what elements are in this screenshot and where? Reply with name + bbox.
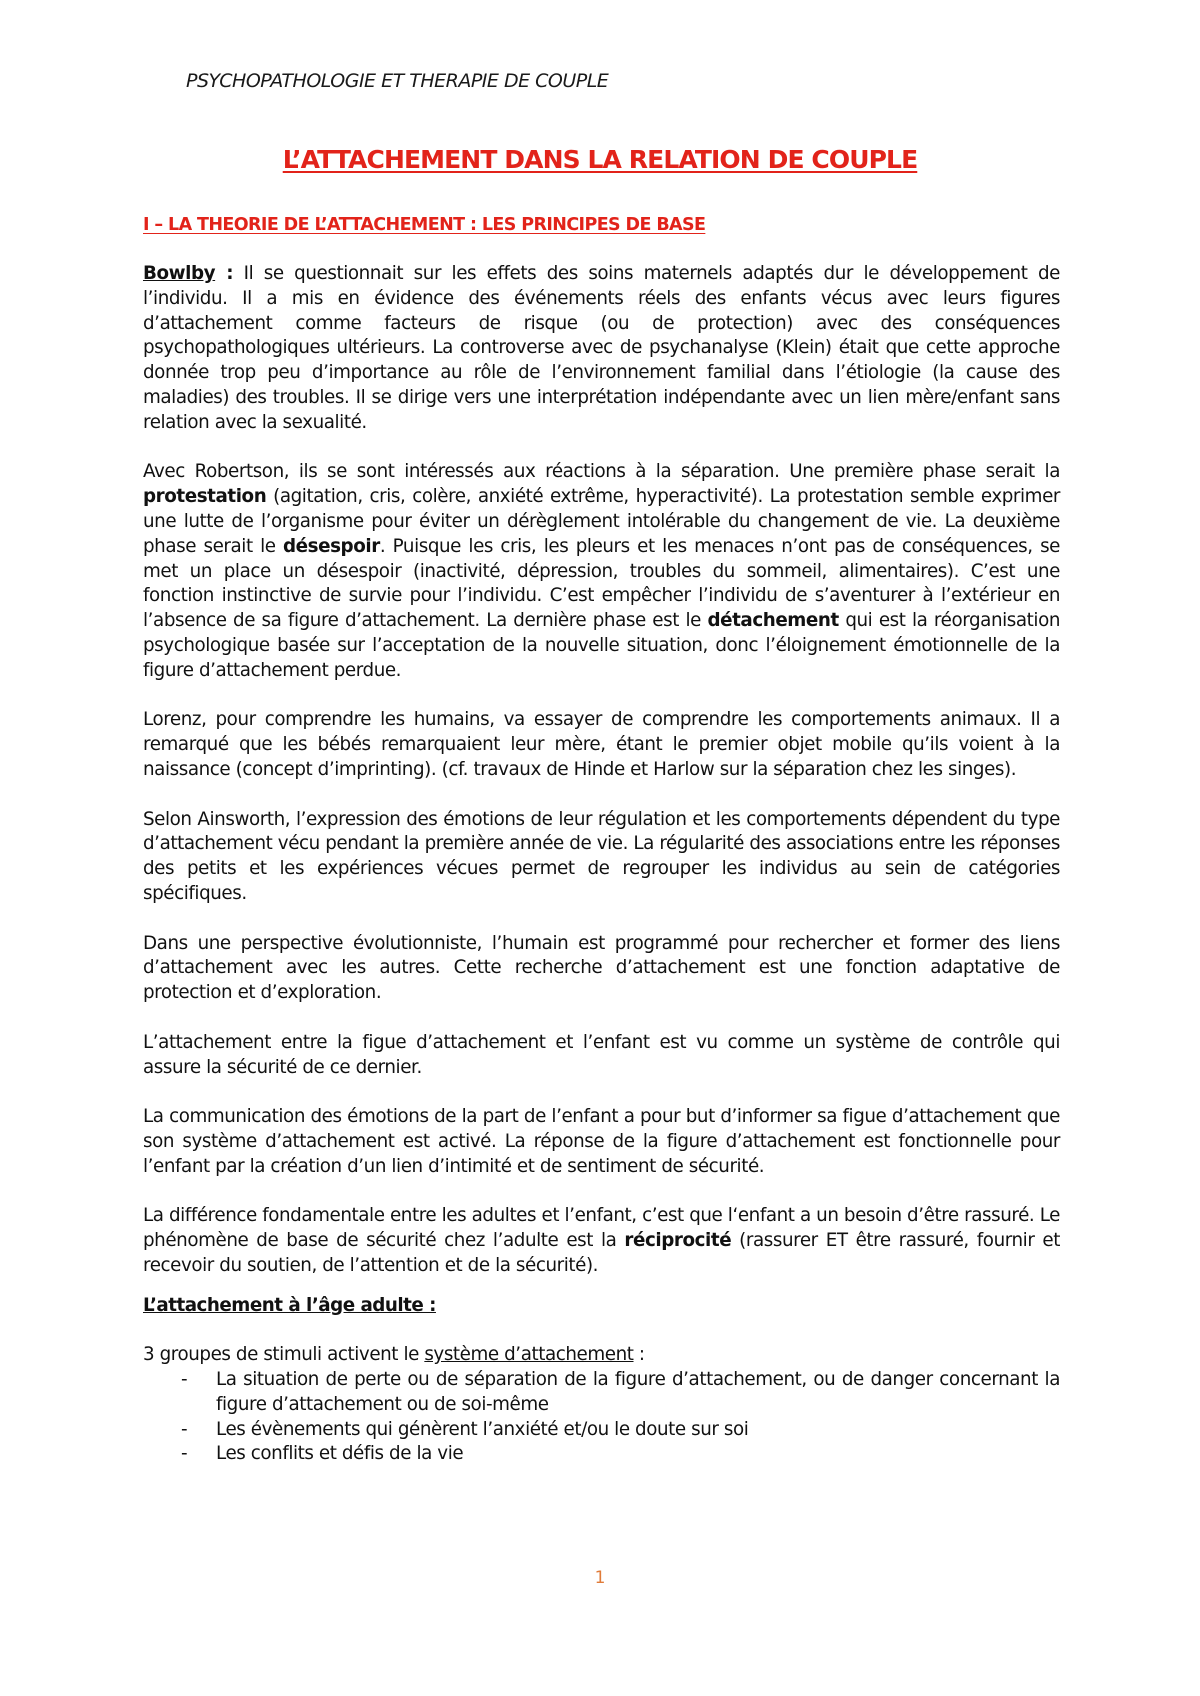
term-detachement: détachement <box>707 610 839 632</box>
list-item-text: Les évènements qui génèrent l’anxiété et/ou le doute sur soi <box>216 1418 749 1440</box>
difference-text-1: La différence fondamentale entre les adultes et l’enfant, c’est que l‘enfant a un besoin d’être rassuré. Le phénomène de base de sécurité chez l’adulte est la <box>143 1205 1060 1252</box>
term-desespoir: désespoir <box>283 535 380 557</box>
bullet-dash: - <box>181 1443 188 1465</box>
paragraph-robertson <box>143 460 1060 683</box>
paragraph-evolution: Dans une perspective évolutionniste, l’humain est programmé pour rechercher et former des liens d’attachement avec les autres. Cette recherche d’attachement est une fonction adaptative de protection et d’exploration. <box>143 932 1060 1004</box>
paragraph-control-system: L’attachement entre la figue d’attachement et l’enfant est vu comme un système de contrôle qui assure la sécurité de ce dernier. <box>143 1031 1060 1078</box>
paragraph-ainsworth: Selon Ainsworth, l’expression des émotions de leur régulation et les comportements dépendent du type d’attachement vécu pendant la première année de vie. La régularité des associations entre les réponses des petits et les expériences vécues permet de regrouper les individus au sein de catégories spécifiques. <box>143 808 1060 904</box>
term-reciprocite: réciprocité <box>624 1230 732 1252</box>
list-item <box>143 1368 1060 1418</box>
section-heading: I – LA THEORIE DE L’ATTACHEMENT : LES PRINCIPES DE BASE <box>143 215 706 235</box>
paragraph-bowlby <box>143 262 1060 436</box>
bowlby-name: Bowlby <box>143 263 216 284</box>
paragraph-communication: La communication des émotions de la part de l’enfant a pour but d’informer sa figue d’attachement que son système d’attachement est activé. La réponse de la figure d’attachement est fonctionnelle pour l’enfant par la création d’un lien d’intimité et de sentiment de sécurité. <box>143 1106 1060 1177</box>
stimuli-intro-suffix: : <box>633 1344 645 1366</box>
robertson-text-3: . Puisque les cris, les pleurs et les menaces n’ont pas de conséquences, se met un place un désespoir (inactivité, dépression, troubles du sommeil, alimentaires). C’est une fonction instinctive de survie pour l’individu. C’est empêcher l’individu de s’aventurer à l’extérieur en l’absence de sa figure d’attachement. La dernière phase est le <box>143 535 1060 632</box>
stimuli-list <box>143 1368 1060 1467</box>
paragraph-lorenz: Lorenz, pour comprendre les humains, va essayer de comprendre les comportements animaux. Il a remarqué que les bébés remarquaient leur mère, étant le premier objet mobile qu’ils voient à la naissance (concept d’imprinting). (cf. travaux de Hinde et Harlow sur la séparation chez les singes). <box>143 709 1060 780</box>
running-header: PSYCHOPATHOLOGIE ET THERAPIE DE COUPLE <box>186 70 609 92</box>
difference-text-2: (rassurer ET être rassuré, fournir et recevoir du soutien, de l’attention et de la sécurité). <box>143 1230 1060 1276</box>
robertson-text-1: Avec Robertson, ils se sont intéressés aux réactions à la séparation. Une première phase serait la <box>143 461 1060 483</box>
robertson-text-4: qui est la réorganisation psychologique basée sur l’acceptation de la nouvelle situation, donc l’éloignement émotionnelle de la figure d’attachement perdue. <box>143 610 1061 681</box>
list-item-text: Les conflits et défis de la vie <box>216 1443 464 1465</box>
stimuli-intro <box>143 1343 1060 1368</box>
page-number: 1 <box>594 1568 606 1588</box>
paragraph-difference <box>143 1204 1060 1278</box>
bullet-dash: - <box>181 1369 188 1391</box>
list-item <box>143 1418 1060 1443</box>
attachment-system-term: système d’attachement <box>424 1344 634 1366</box>
document-body <box>143 262 1060 1467</box>
list-item-text: La situation de perte ou de séparation de la figure d’attachement, ou de danger concernant la figure d’attachement ou de soi-même <box>216 1369 1060 1415</box>
adult-attachment-heading: L’attachement à l’âge adulte : <box>143 1294 436 1316</box>
stimuli-intro-prefix: 3 groupes de stimuli activent le <box>143 1344 425 1366</box>
bowlby-text: Il se questionnait sur les effets des soins maternels adaptés dur le développement de l’individu. Il a mis en évidence des événements réels des enfants vécus avec leurs figures d’attachement comme facteurs de risque (ou de protection) avec des conséquences psychopathologiques ultérieurs. La controverse avec de psychanalyse (Klein) était que cette approche donnée trop peu d’importance au rôle de l’environnement familial dans l’étiologie (la cause des maladies) des troubles. Il se dirige vers une interprétation indépendante avec un lien mère/enfant sans relation avec la sexualité. <box>143 263 1060 433</box>
document-title: L’ATTACHEMENT DANS LA RELATION DE COUPLE <box>282 145 918 174</box>
bowlby-colon: : <box>215 263 234 284</box>
list-item <box>143 1442 1060 1467</box>
term-protestation: protestation <box>143 486 267 508</box>
bullet-dash: - <box>181 1418 188 1440</box>
robertson-text-2: (agitation, cris, colère, anxiété extrême, hyperactivité). La protestation semble exprimer une lutte de l’organisme pour éviter un dérèglement intolérable du changement de vie. La deuxième phase serait le <box>143 486 1060 557</box>
